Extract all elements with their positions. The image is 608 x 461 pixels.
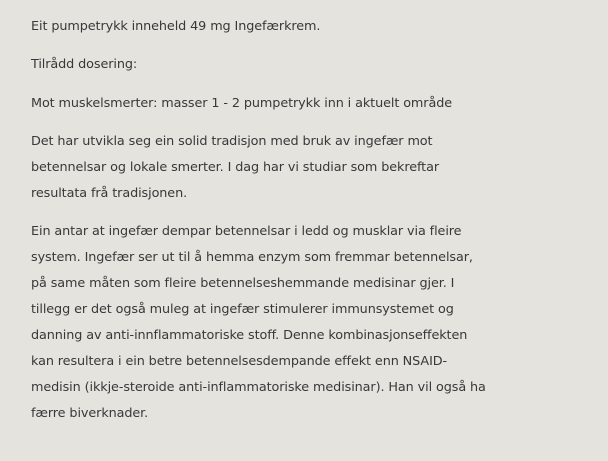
text-line: Ein antar at ingefær dempar betennelsar i ledd og musklar via fleire xyxy=(31,224,462,239)
text-line: system. Ingefær ser ut til å hemma enzym som fremmar betennelsar, xyxy=(31,250,473,265)
content-paragraph-tradition xyxy=(31,129,597,207)
text-line: resultata frå tradisjonen. xyxy=(31,186,188,201)
text-line: på same måten som fleire betennelseshemmande medisinar gjer. I xyxy=(31,276,455,291)
product-description xyxy=(31,14,597,440)
text-line: tillegg er det også muleg at ingefær stimulerer immunsystemet og xyxy=(31,302,454,317)
text-line: kan resultera i ein betre betennelsesdempande effekt enn NSAID- xyxy=(31,354,448,369)
text-line: færre biverknader. xyxy=(31,406,149,421)
content-paragraph-amount: Eit pumpetrykk inneheld 49 mg Ingefærkrem. xyxy=(31,19,321,34)
content-paragraph-mechanism xyxy=(31,219,597,427)
text-line: betennelsar og lokale smerter. I dag har vi studiar som bekreftar xyxy=(31,160,439,175)
content-paragraph-dosage-instruction: Mot muskelsmerter: masser 1 - 2 pumpetrykk inn i aktuelt område xyxy=(31,96,452,111)
content-paragraph-dosage-heading: Tilrådd dosering: xyxy=(31,57,138,72)
text-line: danning av anti-innflammatoriske stoff. Denne kombinasjonseffekten xyxy=(31,328,468,343)
text-line: Det har utvikla seg ein solid tradisjon med bruk av ingefær mot xyxy=(31,134,433,149)
text-line: medisin (ikkje-steroide anti-inflammatoriske medisinar). Han vil også ha xyxy=(31,380,486,395)
